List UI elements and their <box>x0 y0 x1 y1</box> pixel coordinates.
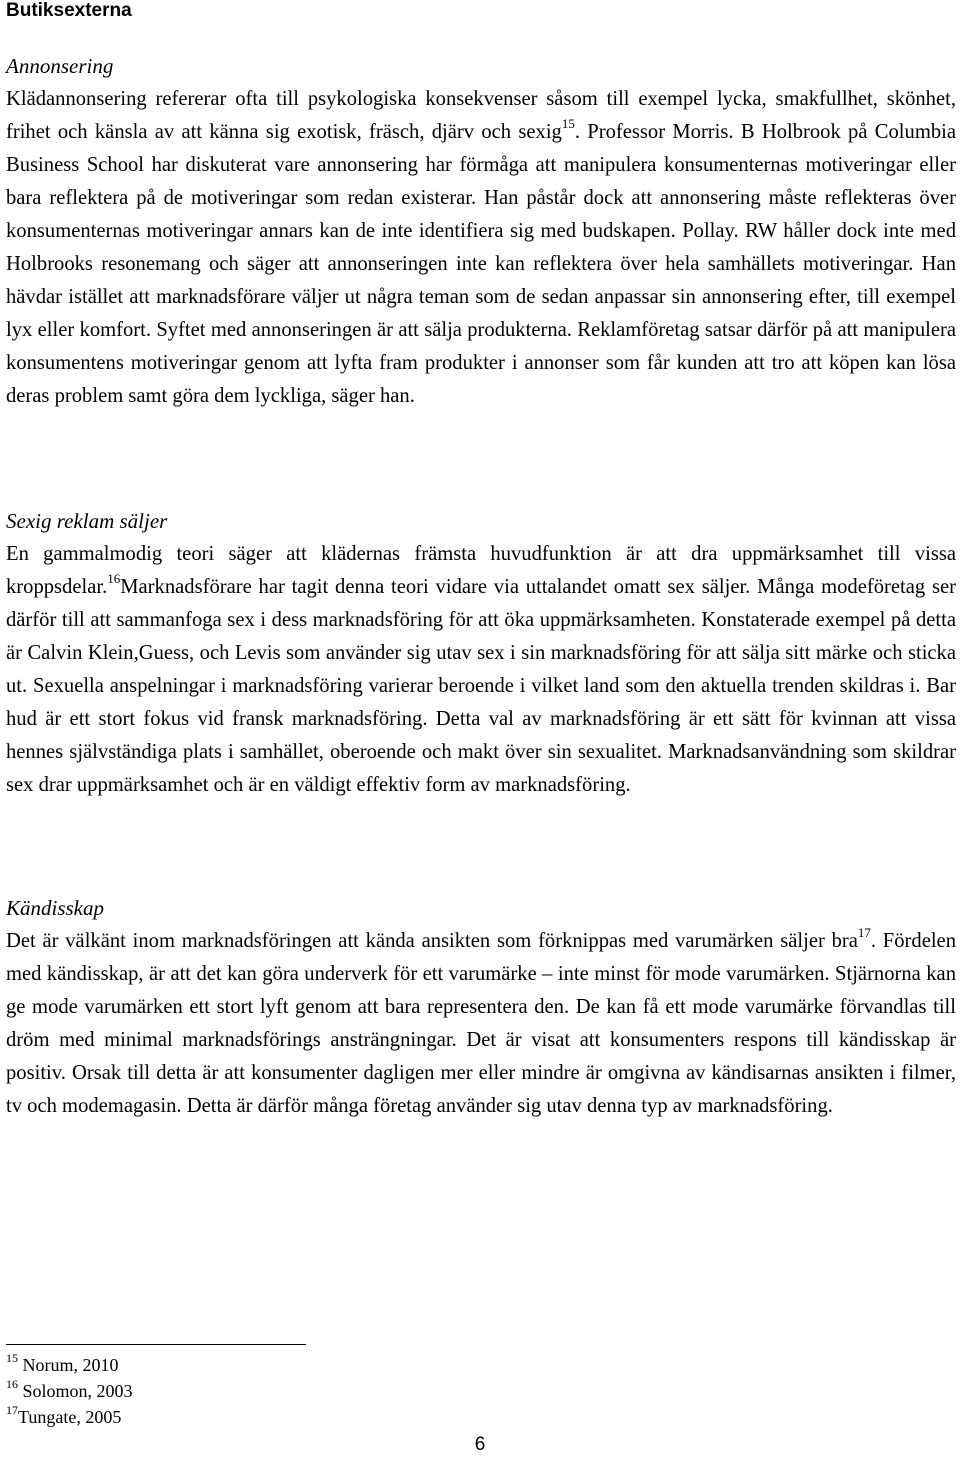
footnote-ref[interactable]: 16 <box>107 571 121 587</box>
section-heading: Kändisskap <box>6 896 105 920</box>
section-paragraph: Det är välkänt inom marknadsföringen att kända ansikten som förknippas med varumärken säljer bra$^{17}$. Fördelen med kändisskap, är att det kan göra underverk för ett varumärke – inte minst för mode varumärken. Stjärnorna kan ge mode varumärken ett stort lyft genom att bara representera den. De kan få ett mode varumärke förvandlas till dröm med minimal marknadsförings ansträngningar. Det är visat att konsumenters respons till kändisskap är positiv. Orsak till detta är att konsumenter dagligen mer eller mindre är omgivna av kändisarnas ansikten i filmer, tv och modemagasin. Detta är därför många företag använder sig utav denna typ av marknadsföring. <box>6 925 956 1117</box>
footnote: $^{16}$ Solomon, 2003 <box>6 1377 133 1401</box>
footnotes <box>6 1352 133 1430</box>
section-heading: Annonsering <box>6 54 114 78</box>
footnote: $^{15}$ Norum, 2010 <box>6 1351 119 1375</box>
section-sexig-reklam <box>6 505 956 802</box>
section-paragraph: En gammalmodig teori säger att klädernas främsta huvudfunktion är att dra uppmärksamhet till vissa kroppsdelar.$^{16}$Marknadsförare har tagit denna teori vidare via uttalandet omatt sex säljer. Många modeföretag ser därför till att sammanfoga sex i dess marknadsföring för att öka uppmärksamheten. Konstaterade exempel på detta är Calvin Klein,Guess, och Levis som använder sig utav sex i sin marknadsföring för att sälja sitt märke och sticka ut. Sexuella anspelningar i marknadsföring varierar beroende i vilket land som den aktuella trenden skildras i. Bar hud är ett stort fokus vid fransk marknadsföring. Detta val av marknadsföring är ett sätt för kvinnan att vissa hennes självständiga plats i samhället, oberoende och makt över sin sexualitet. Marknadsanvändning som skildrar sex drar uppmärksamhet och är en väldigt effektiv form av marknadsföring. <box>6 543 956 796</box>
footnote-ref[interactable]: 15 <box>561 116 575 132</box>
footnote-ref[interactable]: 17 <box>857 925 871 941</box>
section-heading: Sexig reklam säljer <box>6 509 168 533</box>
footnote-divider <box>6 1344 306 1345</box>
page-heading: Butiksexterna <box>6 0 132 21</box>
section-kandisskap <box>6 892 956 1123</box>
footnote: $^{17}$Tungate, 2005 <box>6 1403 122 1427</box>
section-annonsering <box>6 50 956 413</box>
section-paragraph: Klädannonsering refererar ofta till psykologiska konsekvenser såsom till exempel lycka, smakfullhet, skönhet, frihet och känsla av att känna sig exotisk, fräsch, djärv och sexig$^{15}$. Professor Morris. B Holbrook på Columbia Business School har diskuterat vare annonsering har förmåga att manipulera konsumenternas motiveringar eller bara reflektera på de motiveringar som redan existerar. Han påstår dock att annonsering måste reflekteras över konsumenternas motiveringar annars kan de inte identifiera sig med budskapen. Pollay. RW håller dock inte med Holbrooks resonemang och säger att annonseringen inte kan reflektera över hela samhällets motiveringar. Han hävdar istället att marknadsförare väljer ut några teman som de sedan anpassar sin annonsering efter, till exempel lyx eller komfort. Syftet med annonseringen är att sälja produkterna. Reklamföretag satsar därför på att manipulera konsumentens motiveringar genom att lyfta fram produkter i annonser som får kunden att tro att köpen kan lösa deras problem samt göra dem lyckliga, säger han. <box>6 88 956 407</box>
page-number: 6 <box>474 1434 486 1455</box>
